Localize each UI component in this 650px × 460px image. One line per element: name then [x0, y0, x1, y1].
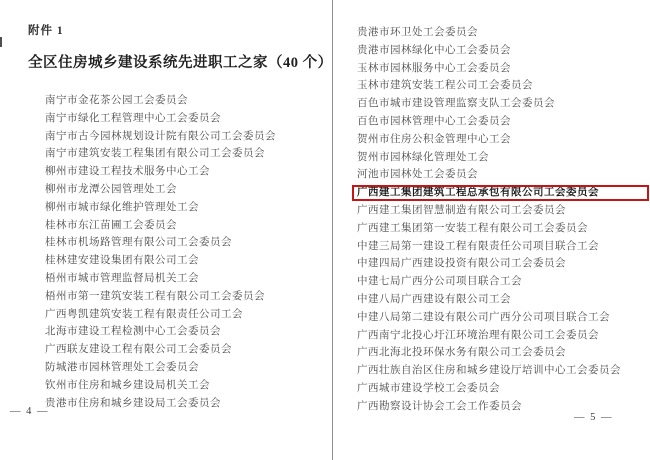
union-list-item: 南宁市绿化工程管理中心工会委员会 — [45, 112, 221, 124]
union-list-item: 玉林市建筑安装工程公司工会委员会 — [357, 80, 533, 92]
union-list-item: 广西联友建设工程有限公司工会委员会 — [45, 344, 232, 356]
union-list-item: 中建四局广西建设投资有限公司工会委员会 — [357, 258, 566, 270]
union-list-item: 广西勘察设计协会工会工作委员会 — [357, 400, 522, 412]
union-list-item: 广西建工集团建筑工程总承包有限公司工会委员会 — [357, 184, 648, 202]
union-list-item: 桂林市东江苗圃工会委员会 — [45, 219, 177, 231]
union-list-item: 广西建工集团第一安装工程有限公司工会委员会 — [357, 222, 588, 234]
union-list-item: 广西北海北投环保水务有限公司工会委员会 — [357, 347, 566, 359]
union-list-item: 广西建工集团智慧制造有限公司工会委员会 — [357, 204, 566, 216]
union-list-item: 北海市建设工程检测中心工会委员会 — [45, 326, 221, 338]
union-list-item: 中建八局第二建设有限公司广西分公司项目联合工会 — [357, 311, 610, 323]
union-list-item: 贵港市园林绿化中心工会委员会 — [357, 44, 511, 56]
union-list-item: 南宁市金花茶公园工会委员会 — [45, 95, 188, 106]
union-list-item: 柳州市建设工程技术服务中心工会 — [45, 166, 210, 178]
union-list-item: 百色市城市建设管理监察支队工会委员会 — [357, 98, 555, 110]
union-list-item: 广西南宁北投心圩江环境治理有限公司工会委员会 — [357, 329, 599, 341]
union-list-item: 百色市园林管理中心工会委员会 — [357, 115, 511, 127]
union-list-item: 南宁市建筑安装工程集团有限公司工会委员会 — [45, 148, 265, 160]
union-list-item: 桂林建安建设集团有限公司工会 — [45, 255, 199, 267]
union-list-item: 防城港市园林管理处工会委员会 — [45, 361, 199, 373]
union-list-item: 中建八局广西建设有限公司工会 — [357, 293, 511, 305]
union-list-item: 玉林市园林服务中心工会委员会 — [357, 62, 511, 74]
left-page-list — [45, 92, 276, 412]
union-list-item: 贺州市园林绿化管理处工会 — [357, 151, 489, 163]
page-number-right: — 5 — — [574, 412, 613, 423]
union-list-item: 中建三局第一建设工程有限责任公司项目联合工会 — [357, 240, 599, 252]
union-list-item: 广西壮族自治区住房和城乡建设厅培训中心工会委员会 — [357, 365, 621, 377]
union-list-item: 钦州市住房和城乡建设局机关工会 — [45, 379, 210, 391]
union-list-item: 河池市园林处工会委员会 — [357, 169, 478, 181]
scan-artifact — [0, 37, 2, 47]
document-title: 全区住房城乡建设系统先进职工之家（40 个） — [28, 55, 333, 71]
union-list-item: 贵港市住房和城乡建设局工会委员会 — [45, 397, 221, 409]
union-list-item: 中建七局广西分公司项目联合工会 — [357, 276, 522, 288]
union-list-item: 广西粤凯建筑安装工程有限责任公司工会 — [45, 308, 243, 320]
union-list-item: 广西城市建设学校工会委员会 — [357, 382, 500, 394]
union-list-item: 梧州市第一建筑安装工程有限公司工会委员会 — [45, 290, 265, 302]
union-list-item: 贺州市住房公积金管理中心工会 — [357, 133, 511, 145]
union-list-item: 柳州市城市绿化维护管理处工会 — [45, 201, 199, 213]
page-number-left: — 4 — — [10, 406, 49, 417]
union-list-item: 桂林市机场路管理有限公司工会委员会 — [45, 237, 232, 249]
union-list-item: 梧州市城市管理监督局机关工会 — [45, 272, 199, 284]
attachment-label: 附件 1 — [28, 25, 64, 37]
union-list-item: 贵港市环卫处工会委员会 — [357, 27, 478, 38]
union-list-item: 柳州市龙潭公园管理处工会 — [45, 183, 177, 195]
union-list-item: 南宁市古今园林规划设计院有限公司工会委员会 — [45, 130, 276, 142]
right-page-list — [357, 24, 648, 416]
